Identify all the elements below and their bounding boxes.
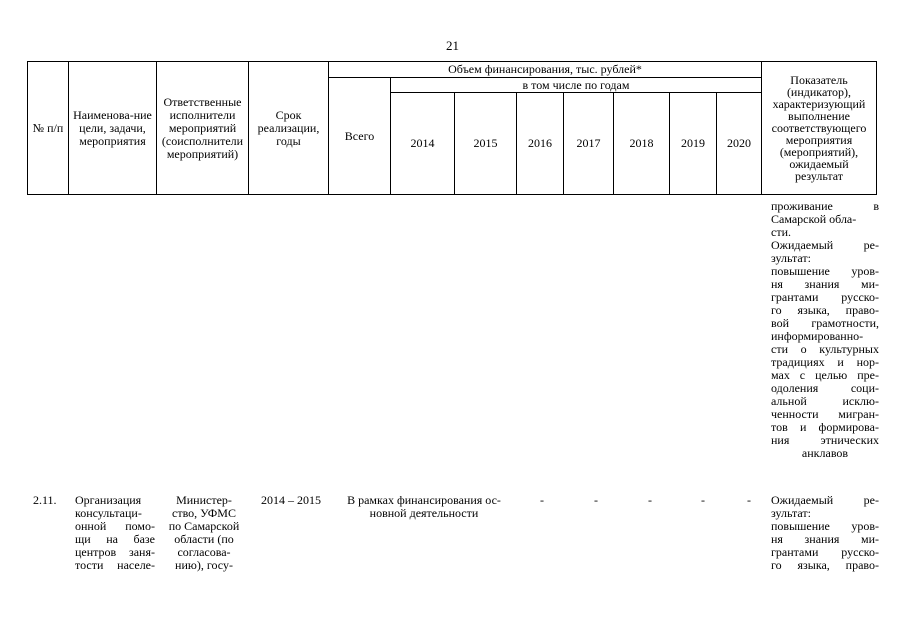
header-period: Срок реализации, годы [249, 62, 329, 195]
header-year-2018: 2018 [614, 93, 670, 195]
header-year-2015: 2015 [455, 93, 517, 195]
program-table-header [27, 61, 877, 195]
text-line: Организация [75, 493, 142, 507]
dash-2017: - [594, 493, 598, 507]
header-year-2019: 2019 [670, 93, 717, 195]
text-line: го языка, право- [771, 558, 879, 572]
text-line: зультат: [771, 506, 811, 520]
text-line: го языка, право- [771, 303, 879, 317]
text-line: анклавов [801, 446, 849, 460]
page-number: 21 [446, 38, 459, 53]
text-line: по Самарской [168, 519, 240, 533]
text-line: онной помо- [75, 519, 155, 533]
indicator-continuation [771, 200, 879, 460]
text-line: согласова- [177, 545, 231, 559]
header-name: Наименова-ние цели, задачи, мероприятия [69, 62, 157, 195]
text-line: Министер- [176, 493, 232, 507]
text-line: В рамках финансирования ос- [347, 493, 501, 507]
text-line: ня знания ми- [771, 277, 879, 291]
text-line: ня знания ми- [771, 532, 879, 546]
dash-2020: - [747, 493, 751, 507]
header-number: № п/п [28, 62, 69, 195]
text-line: Самарской обла- [771, 212, 857, 226]
row-period: 2014 – 2015 [261, 493, 321, 507]
text-line: ство, УФМС [172, 506, 236, 520]
text-line: консультаци- [75, 506, 142, 520]
header-financing: Объем финансирования, тыс. рублей* [329, 62, 762, 78]
dash-2018: - [648, 493, 652, 507]
header-year-2017: 2017 [564, 93, 614, 195]
text-line: Ожидаемый ре- [771, 493, 879, 507]
row-executors [160, 494, 248, 572]
text-line: повышение уров- [771, 264, 879, 278]
text-line: области (по [174, 532, 234, 546]
header-executors: Ответственные исполнители мероприятий (соисполнители мероприятий) [157, 62, 249, 195]
text-line: щи на базе [75, 532, 155, 546]
text-line: вой грамотности, [771, 316, 879, 330]
text-line: тов и формирова- [771, 420, 879, 434]
text-line: информированно- [771, 329, 864, 343]
text-line: центров заня- [75, 545, 155, 559]
header-by-year: в том числе по годам [391, 78, 762, 93]
header-total: Всего [329, 78, 391, 195]
header-year-2014: 2014 [391, 93, 455, 195]
text-line: сти. [771, 225, 791, 239]
text-line: проживание в [771, 199, 879, 213]
text-line: зультат: [771, 251, 811, 265]
text-line: тости населе- [75, 558, 155, 572]
dash-2019: - [701, 493, 705, 507]
text-line: традициях и нор- [771, 355, 879, 369]
text-line: одоления соци- [771, 381, 879, 395]
text-line: сти о культурных [771, 342, 879, 356]
text-line: ния этнических [771, 433, 879, 447]
row-financing [334, 494, 514, 520]
header-year-2016: 2016 [517, 93, 564, 195]
text-line: мах с целью пре- [771, 368, 879, 382]
text-line: грантами русско- [771, 290, 879, 304]
row-name [75, 494, 155, 572]
row-number: 2.11. [33, 493, 57, 507]
row-result [771, 494, 879, 572]
text-line: Ожидаемый ре- [771, 238, 879, 252]
text-line: повышение уров- [771, 519, 879, 533]
dash-2016: - [540, 493, 544, 507]
header-indicator: Показатель (индикатор), характеризующий выполнение соответствующего мероприятия (мероприятий), ожидаемый результат [762, 62, 877, 195]
text-line: ченности мигран- [771, 407, 879, 421]
text-line: новной деятельности [369, 506, 479, 520]
text-line: альной исклю- [771, 394, 879, 408]
text-line: нию), госу- [175, 558, 233, 572]
header-year-2020: 2020 [717, 93, 762, 195]
text-line: грантами русско- [771, 545, 879, 559]
